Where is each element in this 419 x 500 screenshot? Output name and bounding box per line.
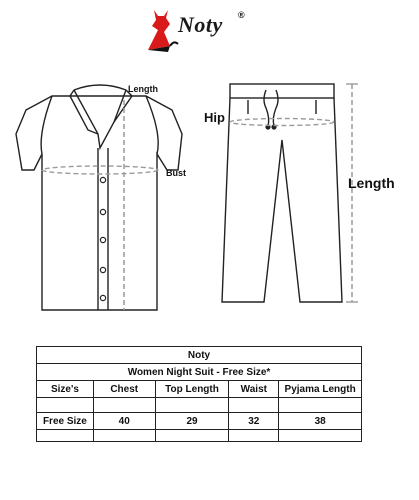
header-chest: Chest: [93, 381, 155, 398]
pyjama-length-label: Length: [348, 175, 395, 191]
spacer-cell: [37, 430, 94, 442]
spacer-cell: [229, 398, 279, 413]
cell-chest: 40: [93, 413, 155, 430]
size-chart-table: [36, 346, 362, 442]
spacer-cell: [229, 430, 279, 442]
spacer-cell: [93, 398, 155, 413]
cell-waist: 32: [229, 413, 279, 430]
header-top-length: Top Length: [155, 381, 229, 398]
header-sizes: Size's: [37, 381, 94, 398]
spacer-cell: [37, 398, 94, 413]
table-spacer-row: [37, 398, 362, 413]
registered-mark: ®: [238, 10, 245, 20]
cell-size: Free Size: [37, 413, 94, 430]
spacer-cell: [279, 430, 362, 442]
shirt-diagram: [12, 74, 192, 324]
pyjama-diagram: [218, 70, 408, 320]
table-spacer-row: [37, 430, 362, 442]
dress-logo-icon: [140, 6, 180, 56]
table-header-row: [37, 381, 362, 398]
table-subtitle-row: [37, 364, 362, 381]
spacer-cell: [279, 398, 362, 413]
table-title-row: [37, 347, 362, 364]
table-title: Noty: [37, 347, 362, 364]
bust-label: Bust: [166, 168, 186, 178]
brand-logo: [140, 6, 290, 58]
brand-name: Noty: [178, 12, 223, 37]
cell-pyjama-length: 38: [279, 413, 362, 430]
header-waist: Waist: [229, 381, 279, 398]
table-row: [37, 413, 362, 430]
cell-top-length: 29: [155, 413, 229, 430]
shirt-length-label: Length: [128, 84, 158, 94]
header-pyjama-length: Pyjama Length: [279, 381, 362, 398]
hip-label: Hip: [204, 110, 225, 125]
spacer-cell: [155, 398, 229, 413]
spacer-cell: [155, 430, 229, 442]
table-subtitle: Women Night Suit - Free Size*: [37, 364, 362, 381]
spacer-cell: [93, 430, 155, 442]
